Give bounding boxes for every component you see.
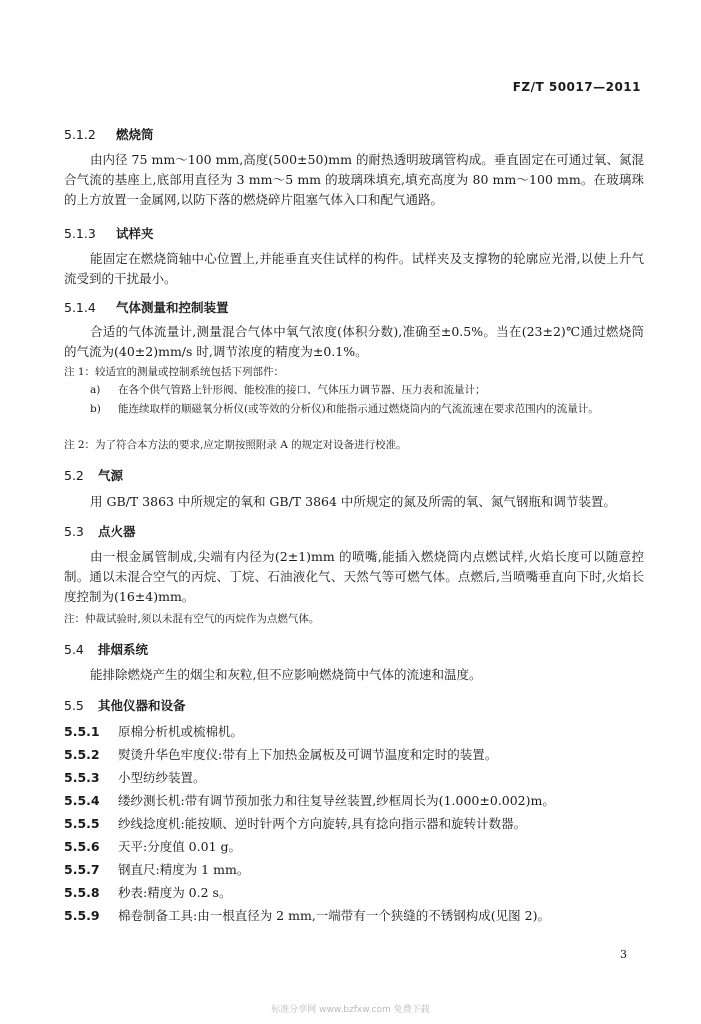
paragraph-5-1-4: 合适的气体流量计,测量混合气体中氧气浓度(体积分数),准确至±0.5%。当在(23±2)℃通过燃烧筒的气流为(40±2)mm/s 时,调节浓度的精度为±0.1%。: [64, 324, 644, 359]
list-item-5-5-7: [64, 860, 654, 878]
list-item-5-5-6: [64, 837, 654, 855]
list-item-5-5-9: [64, 906, 654, 924]
paragraph-5-1-3: 能固定在燃烧筒轴中心位置上,并能垂直夹住试样的构件。试样夹及支撑物的轮廓应光滑,以使上升气流受到的干扰最小。: [64, 251, 644, 286]
item-text: 纱线捻度机:能按顺、逆时针两个方向旋转,具有捻向指示器和旋转计数器。: [118, 816, 527, 831]
section-title: 排烟系统: [98, 642, 149, 657]
section-title: 点火器: [98, 524, 136, 539]
item-number: 5.5.3: [64, 770, 100, 785]
section-heading-5-2: [64, 466, 123, 484]
item-text: 缕纱测长机:带有调节预加张力和往复导丝装置,纱框周长为(1.000±0.002)m。: [118, 793, 555, 808]
item-text: 熨烫升华色牢度仪:带有上下加热金属板及可调节温度和定时的装置。: [118, 747, 498, 762]
section-title: 试样夹: [116, 226, 154, 241]
note-1-item-b: [90, 401, 648, 418]
note-1-item-a: [90, 382, 648, 399]
section-number: 5.1.4: [64, 300, 96, 315]
list-item-5-5-4: [64, 791, 654, 809]
item-number: 5.5.4: [64, 793, 100, 808]
section-number: 5.2: [64, 468, 84, 483]
item-text: 原棉分析机或梳棉机。: [118, 724, 244, 739]
section-title: 气体测量和控制装置: [116, 300, 229, 315]
section-heading-5-1-4: [64, 298, 229, 316]
section-number: 5.3: [64, 524, 84, 539]
note-5-3: 注：仲裁试验时,须以未混有空气的丙烷作为点燃气体。: [64, 613, 320, 625]
item-text: 在各个供气管路上针形阀、能校准的接口、气体压力调节器、压力表和流量计；: [118, 384, 486, 396]
list-item-5-5-1: [64, 722, 654, 740]
item-number: 5.5.2: [64, 747, 100, 762]
item-number: 5.5.7: [64, 862, 100, 877]
section-heading-5-1-2: [64, 125, 154, 143]
list-item-5-5-3: [64, 768, 654, 786]
item-text: 能连续取样的顺磁氧分析仪(或等效的分析仪)和能指示通过燃烧筒内的气流流速在要求范围内的流量计。: [118, 403, 599, 415]
section-number: 5.4: [64, 642, 84, 657]
note-1: 注 1：较适宜的测量或控制系统包括下列部件：: [64, 366, 285, 378]
document-code: FZ/T 50017—2011: [512, 80, 641, 94]
section-heading-5-1-3: [64, 224, 154, 242]
section-heading-5-3: [64, 522, 136, 540]
paragraph-5-4: 能排除燃烧产生的烟尘和灰粒,但不应影响燃烧筒中气体的流速和温度。: [90, 667, 482, 682]
list-item-5-5-2: [64, 745, 654, 763]
section-title: 其他仪器和设备: [98, 698, 186, 713]
section-title: 燃烧筒: [116, 127, 154, 142]
item-label: b): [90, 403, 101, 415]
section-number: 5.1.3: [64, 226, 96, 241]
paragraph-5-2: 用 GB/T 3863 中所规定的氧和 GB/T 3864 中所规定的氮及所需的氧、氮气钢瓶和调节装置。: [90, 494, 616, 509]
note-2: 注 2：为了符合本方法的要求,应定期按照附录 A 的规定对设备进行校准。: [64, 439, 407, 451]
item-text: 棉卷制备工具:由一根直径为 2 mm,一端带有一个狭缝的不锈钢构成(见图 2)。: [118, 908, 550, 923]
item-number: 5.5.9: [64, 908, 100, 923]
item-number: 5.5.8: [64, 885, 100, 900]
item-number: 5.5.6: [64, 839, 100, 854]
page-number: 3: [620, 948, 627, 961]
section-heading-5-5: [64, 696, 186, 714]
item-number: 5.5.1: [64, 724, 100, 739]
item-text: 小型纺纱装置。: [118, 770, 206, 785]
footer-watermark: 标准分享网 www.bzfxw.com 免费下载: [271, 1005, 430, 1015]
list-item-5-5-8: [64, 883, 654, 901]
item-text: 天平:分度值 0.01 g。: [118, 839, 241, 854]
section-title: 气源: [98, 468, 124, 483]
paragraph-5-3: 由一根金属管制成,尖端有内径为(2±1)mm 的喷嘴,能插入燃烧筒内点燃试样,火焰长度可以随意控制。通以未混合空气的丙烷、丁烷、石油液化气、天然气等可燃气体。点燃后,当喷嘴垂直向下时,火焰长度控制为(16±4)mm。: [64, 549, 644, 604]
section-heading-5-4: [64, 640, 148, 658]
item-text: 钢直尺:精度为 1 mm。: [118, 862, 250, 877]
item-number: 5.5.5: [64, 816, 100, 831]
paragraph-5-1-2: 由内径 75 mm～100 mm,高度(500±50)mm 的耐热透明玻璃管构成。垂直固定在可通过氧、氮混合气流的基座上,底部用直径为 3 mm～5 mm 的玻璃珠填充,填充高度为 80 mm～100 mm。在玻璃珠的上方放置一金属网,以防下落的燃烧碎片阻塞气体入口和配气通路。: [64, 152, 644, 207]
section-number: 5.1.2: [64, 127, 96, 142]
section-number: 5.5: [64, 698, 84, 713]
list-item-5-5-5: [64, 814, 654, 832]
item-text: 秒表:精度为 0.2 s。: [118, 885, 232, 900]
item-label: a): [90, 384, 101, 396]
